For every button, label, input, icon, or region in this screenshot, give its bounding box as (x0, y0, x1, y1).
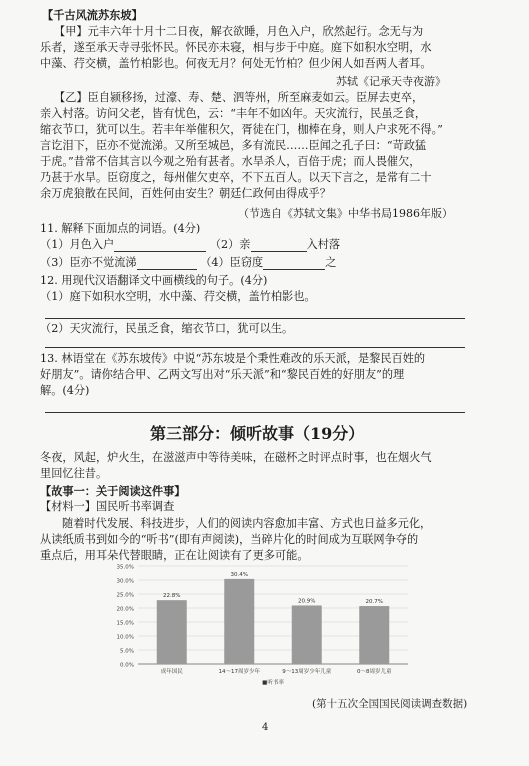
y-tick-label: 30.0% (116, 578, 134, 585)
bar-value-label: 30.4% (230, 571, 248, 578)
q13-line: 13. 林语堂在《苏东坡传》中说“苏东坡是个秉性难改的乐天派，是黎民百姓的 (40, 352, 426, 365)
x-category-label: 成年国民 (160, 669, 183, 675)
passage-b-line: 缩衣节口，犹可以生。若丰年举催积欠，胥徒在门，枷棒在身，则人户求死不得。” (40, 123, 443, 136)
chart-source: (第十五次全国国民阅读调查数据) (312, 698, 468, 710)
passage-a-line: 【甲】元丰六年十月十二日夜，解衣欲睡，月色入户，欣然起行。念无与为 (54, 25, 424, 38)
page-number: 4 (262, 722, 269, 733)
part3-intro-line: 里回忆往昔。 (40, 467, 108, 480)
passage-b-source: （节选自《苏轼文集》中华书局1986年版） (238, 207, 453, 220)
passage-a-source: 苏轼《记承天寺夜游》 (336, 75, 446, 88)
bar (292, 605, 322, 664)
q12-sentence-1: （1）庭下如积水空明，水中藻、荇交横，盖竹柏影也。 (40, 290, 316, 303)
x-category-label: 14～17周岁少年 (218, 669, 260, 675)
bar (359, 606, 389, 664)
y-tick-label: 10.0% (116, 634, 134, 641)
passage-b-line: 言讫泪下，臣亦不觉流涕。又所至城邑，多有流民……臣闻之孔子曰：“苛政猛 (40, 139, 427, 152)
bar (157, 600, 187, 664)
y-tick-label: 20.0% (116, 606, 134, 613)
passage-b-line: 于虎。”昔常不信其言以今观之殆有甚者。水旱杀人，百倍于虎；而人畏催欠， (40, 155, 421, 168)
story1-title: 【故事一：关于阅读这件事】 (40, 484, 186, 498)
passage-a-line: 乐者，遂至承天寺寻张怀民。怀民亦未寝，相与步于中庭。庭下如积水空明，水 (40, 41, 432, 54)
material1-line: 随着时代发展、科技进步，人们的阅读内容愈加丰富、方式也日益多元化， (62, 517, 432, 530)
passage-b-line: 亲入村落。访问父老，皆有忧色，云：“丰年不如凶年。天灾流行，民虽乏食， (40, 107, 427, 120)
q13-line: 解。(4分) (40, 384, 90, 397)
q12-sentence-2: （2）天灾流行，民虽乏食，缩衣节口，犹可以生。 (40, 322, 294, 335)
q11-row-1: （1）月色入户 （2）亲 入村落 (40, 238, 341, 251)
q13-line: 好朋友”。请你结合甲、乙两文写出对“乐天派”和“黎民百姓的好朋友”的理 (40, 368, 405, 381)
bar-value-label: 20.7% (365, 599, 383, 606)
passage-b-line: 乃甚于水旱。臣窃度之，每州催欠吏卒，不下五百人。以天下言之，是常有二十 (40, 171, 432, 184)
q11-row-2: （3）臣亦不觉流涕 （4）臣窃度 之 (40, 256, 337, 269)
y-tick-label: 15.0% (116, 620, 134, 627)
q12-title: 12. 用现代汉语翻译文中画横线的句子。(4分) (40, 274, 268, 287)
x-category-label: 0～8周岁儿童 (357, 669, 392, 675)
y-tick-label: 0.0% (120, 662, 134, 669)
bar-value-label: 22.8% (163, 593, 181, 600)
bar (224, 579, 254, 664)
passage-a-line: 中藻、荇交横，盖竹柏影也。何夜无月？何处无竹柏？但少闲人如吾两人者耳。 (40, 57, 432, 70)
material1-line: 从读纸质书到如今的“听书”(即有声阅读)，当碎片化的时间成为互联网争夺的 (40, 533, 419, 546)
legend-label: ■听书率 (262, 680, 284, 686)
material1-line: 重点后，用耳朵代替眼睛，正在让阅读有了更多可能。 (40, 549, 309, 562)
part3-title: 第三部分：倾听故事（19分） (150, 424, 365, 443)
x-category-label: 9～13周岁少年儿童 (282, 669, 332, 675)
q11-title: 11. 解释下面加点的词语。(4分) (40, 222, 201, 235)
y-tick-label: 25.0% (116, 592, 134, 599)
bar-value-label: 20.9% (298, 598, 316, 605)
y-tick-label: 5.0% (120, 648, 134, 655)
passage-b-line: 【乙】臣自颍移扬，过濠、寿、楚、泗等州，所至麻麦如云。臣屏去吏卒， (54, 91, 424, 104)
y-tick-label: 35.0% (116, 564, 134, 571)
material1-title: 【材料一】国民听书率调查 (40, 500, 175, 513)
part3-intro-line: 冬夜，风起，炉火生，在滋滋声中等待美味，在磁杯之时评点时事，也在烟火气 (40, 451, 432, 464)
passage-b-line: 余万虎狼散在民间，百姓何由安生？朝廷仁政何由得成乎？ (40, 187, 331, 200)
passage-title: 【千古风流苏东坡】 (42, 8, 143, 22)
